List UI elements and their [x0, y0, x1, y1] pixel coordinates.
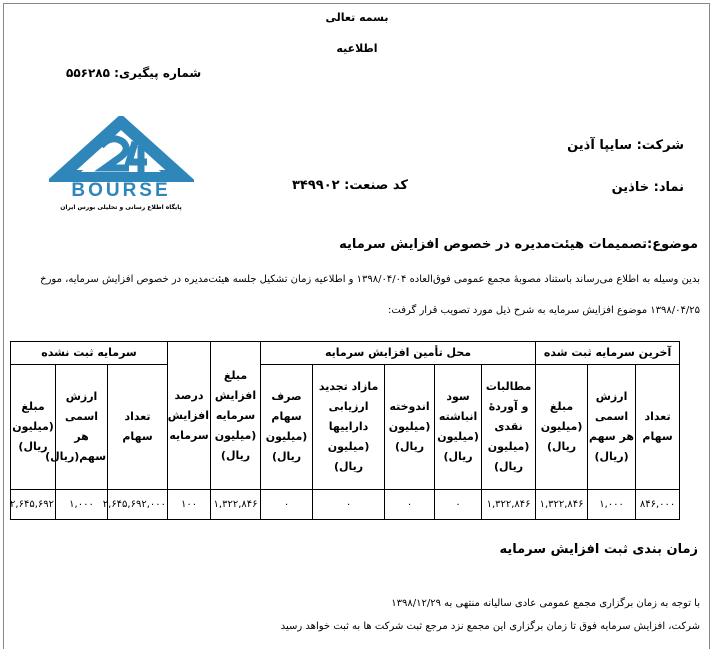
- subject-heading: موضوع:تصمیمات هیئت‌مدیره در خصوص افزایش سرمایه: [339, 237, 698, 252]
- cell-share-premium: ۰: [261, 490, 313, 520]
- table-column-header-row: [11, 365, 680, 490]
- capital-increase-table: [10, 341, 680, 520]
- header-share-premium: صرف سهام (میلیون ریال): [261, 365, 313, 490]
- cell-shares: ۸۴۶,۰۰۰: [636, 490, 680, 520]
- paragraph-line-2: ۱۳۹۸/۰۴/۲۵ موضوع افزایش سرمایه به شرح ذیل مورد تصویب قرار گرفت:: [388, 305, 700, 316]
- cell-claims: ۱,۳۲۲,۸۴۶: [482, 490, 536, 520]
- header-claims: مطالبات و آوردهٔ نقدی (میلیون ریال): [482, 365, 536, 490]
- notice-title: اطلاعیه: [336, 42, 378, 55]
- cell-increase-percent: ۱۰۰: [168, 490, 211, 520]
- cell-amount: ۱,۳۲۲,۸۴۶: [536, 490, 588, 520]
- tracking-value: ۵۵۶۲۸۵: [66, 66, 110, 80]
- group-capital-source: محل تأمین افزایش سرمایه: [261, 342, 536, 365]
- header-unregistered-shares: تعداد سهام: [108, 365, 168, 490]
- symbol-value: خاذین: [611, 180, 650, 195]
- header-retained-earnings: سود انباشته (میلیون ریال): [435, 365, 482, 490]
- header-amount: مبلغ (میلیون ریال): [536, 365, 588, 490]
- header-unregistered-amount: مبلغ (میلیون ریال): [11, 365, 56, 490]
- cell-retained-earnings: ۰: [435, 490, 482, 520]
- cell-nominal: ۱,۰۰۰: [588, 490, 636, 520]
- cell-unregistered-shares: ۲,۶۴۵,۶۹۲,۰۰۰: [108, 490, 168, 520]
- paragraph-line-1: بدین وسیله به اطلاع می‌رساند باستناد مصوبهٔ مجمع عمومی فوق‌العاده ۱۳۹۸/۰۴/۰۴ و اطلاعیه زمان تشکیل جلسه هیئت‌مدیره در خصوص افزایش سرمایه، مورخ: [40, 274, 700, 285]
- cell-increase-amount: ۱,۳۲۲,۸۴۶: [211, 490, 261, 520]
- logo-caption: پایگاه اطلاع رسانی و تحلیلی بورس ایران: [60, 204, 182, 211]
- tracking-label: شماره پیگیری:: [114, 66, 202, 80]
- cell-revaluation: ۰: [313, 490, 385, 520]
- header-shares: تعداد سهام: [636, 365, 680, 490]
- basmala: بسمه تعالی: [325, 11, 389, 24]
- cell-reserve: ۰: [385, 490, 435, 520]
- timing-line-1: با توجه به زمان برگزاری مجمع عمومی عادی سالیانه منتهی به ۱۳۹۸/۱۲/۲۹: [391, 598, 700, 609]
- company-label: شرکت:: [636, 138, 684, 153]
- header-unregistered-nominal: ارزش اسمی هر سهم(ریال): [56, 365, 108, 490]
- header-increase-percent: درصد افزایش سرمایه: [168, 342, 211, 490]
- cell-unregistered-nominal: ۱,۰۰۰: [56, 490, 108, 520]
- header-increase-amount: مبلغ افزایش سرمایه (میلیون ریال): [211, 342, 261, 490]
- header-revaluation: مازاد تجدید ارزیابی داراییها (میلیون ریال): [313, 365, 385, 490]
- group-unregistered-capital: سرمایه ثبت نشده: [11, 342, 168, 365]
- tracking-number: [66, 66, 201, 80]
- symbol-label: نماد:: [653, 180, 684, 195]
- timing-heading: زمان بندی ثبت افزایش سرمایه: [499, 542, 698, 557]
- logo-wordmark: BOURSE: [71, 180, 171, 201]
- cell-unregistered-amount: ۲,۶۴۵,۶۹۲: [11, 490, 56, 520]
- timing-line-2: شرکت، افزایش سرمایه فوق تا زمان برگزاری این مجمع نزد مرجع ثبت شرکت ها به ثبت خواهد رسید: [280, 621, 700, 632]
- industry-label: کد صنعت:: [344, 178, 408, 193]
- bourse-logo-graphic: [49, 116, 194, 218]
- table-row: [11, 490, 680, 520]
- symbol-line: [612, 180, 684, 195]
- header-nominal: ارزش اسمی هر سهم (ریال): [588, 365, 636, 490]
- table-group-header-row: [11, 342, 680, 365]
- industry-code-line: [292, 178, 408, 193]
- bourse-logo: [49, 116, 194, 218]
- industry-value: ۳۴۹۹۰۲: [292, 178, 340, 193]
- group-last-registered-capital: آخرین سرمایه ثبت شده: [536, 342, 680, 365]
- company-line: [567, 138, 684, 153]
- company-name: سایپا آذین: [567, 138, 633, 153]
- header-reserve: اندوخته (میلیون ریال): [385, 365, 435, 490]
